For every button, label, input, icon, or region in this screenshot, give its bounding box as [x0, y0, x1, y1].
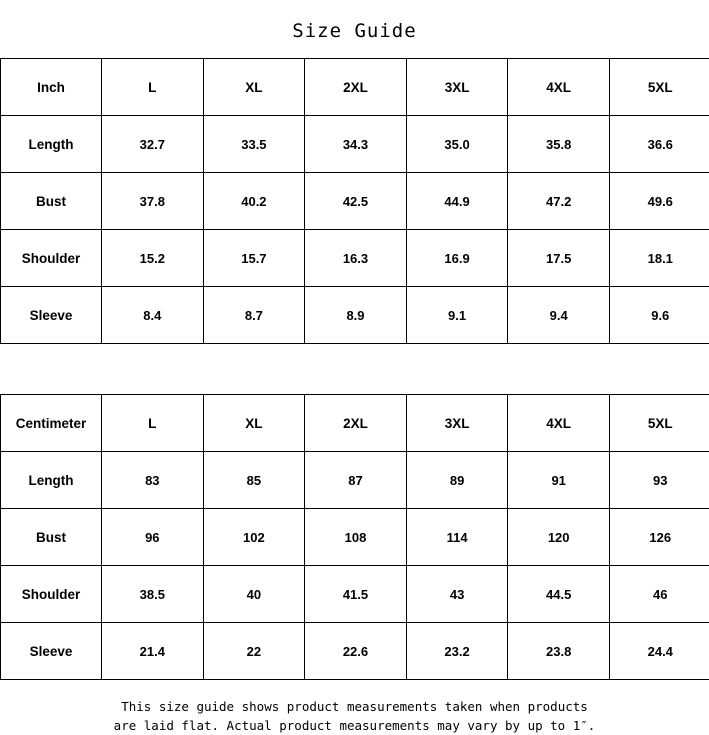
table-row: [1, 173, 709, 230]
cell-value: 40: [203, 566, 305, 623]
table-row: [1, 566, 709, 623]
table-row: [1, 116, 709, 173]
row-label-sleeve: Sleeve: [1, 287, 102, 344]
cell-value: 93: [609, 452, 709, 509]
cell-value: 126: [609, 509, 709, 566]
cell-value: 120: [508, 509, 610, 566]
size-header-3xl: 3XL: [406, 59, 508, 116]
row-label-sleeve: Sleeve: [1, 623, 102, 680]
size-header-2xl: 2XL: [305, 59, 407, 116]
size-header-xl: XL: [203, 59, 305, 116]
size-header-4xl: 4XL: [508, 59, 610, 116]
unit-header-centimeter: Centimeter: [1, 395, 102, 452]
cell-value: 18.1: [609, 230, 709, 287]
cell-value: 102: [203, 509, 305, 566]
table-header-row: [1, 395, 709, 452]
cell-value: 91: [508, 452, 610, 509]
cell-value: 114: [406, 509, 508, 566]
cell-value: 43: [406, 566, 508, 623]
cell-value: 8.9: [305, 287, 407, 344]
cell-value: 24.4: [609, 623, 709, 680]
unit-header-inch: Inch: [1, 59, 102, 116]
cell-value: 8.7: [203, 287, 305, 344]
row-label-length: Length: [1, 116, 102, 173]
cell-value: 8.4: [102, 287, 204, 344]
size-header-3xl: 3XL: [406, 395, 508, 452]
size-table-centimeter: [0, 394, 709, 680]
cell-value: 15.2: [102, 230, 204, 287]
cell-value: 89: [406, 452, 508, 509]
cell-value: 47.2: [508, 173, 610, 230]
size-header-l: L: [102, 395, 204, 452]
cell-value: 44.5: [508, 566, 610, 623]
row-label-length: Length: [1, 452, 102, 509]
cell-value: 38.5: [102, 566, 204, 623]
size-header-xl: XL: [203, 395, 305, 452]
table-row: [1, 287, 709, 344]
table-row: [1, 452, 709, 509]
cell-value: 35.8: [508, 116, 610, 173]
size-header-5xl: 5XL: [609, 395, 709, 452]
table-row: [1, 509, 709, 566]
footnote-line-1: This size guide shows product measurements taken when products: [14, 697, 695, 716]
table-row: [1, 623, 709, 680]
size-table-inch: [0, 58, 709, 344]
cell-value: 34.3: [305, 116, 407, 173]
cell-value: 83: [102, 452, 204, 509]
cell-value: 46: [609, 566, 709, 623]
footnote-line-2: are laid flat. Actual product measurements may vary by up to 1″.: [14, 716, 695, 735]
cell-value: 44.9: [406, 173, 508, 230]
cell-value: 9.6: [609, 287, 709, 344]
cell-value: 96: [102, 509, 204, 566]
cell-value: 21.4: [102, 623, 204, 680]
table-row: [1, 230, 709, 287]
cell-value: 22: [203, 623, 305, 680]
cell-value: 33.5: [203, 116, 305, 173]
cell-value: 23.2: [406, 623, 508, 680]
cell-value: 23.8: [508, 623, 610, 680]
cell-value: 108: [305, 509, 407, 566]
cell-value: 41.5: [305, 566, 407, 623]
cell-value: 40.2: [203, 173, 305, 230]
row-label-bust: Bust: [1, 173, 102, 230]
size-header-2xl: 2XL: [305, 395, 407, 452]
cell-value: 37.8: [102, 173, 204, 230]
size-header-4xl: 4XL: [508, 395, 610, 452]
cell-value: 87: [305, 452, 407, 509]
cell-value: 49.6: [609, 173, 709, 230]
cell-value: 42.5: [305, 173, 407, 230]
cell-value: 85: [203, 452, 305, 509]
row-label-shoulder: Shoulder: [1, 566, 102, 623]
size-header-l: L: [102, 59, 204, 116]
cell-value: 15.7: [203, 230, 305, 287]
cell-value: 9.4: [508, 287, 610, 344]
size-header-5xl: 5XL: [609, 59, 709, 116]
cell-value: 35.0: [406, 116, 508, 173]
table-separator: [0, 344, 709, 394]
cell-value: 9.1: [406, 287, 508, 344]
row-label-bust: Bust: [1, 509, 102, 566]
row-label-shoulder: Shoulder: [1, 230, 102, 287]
page-title: Size Guide: [0, 0, 709, 58]
cell-value: 16.3: [305, 230, 407, 287]
table-header-row: [1, 59, 709, 116]
cell-value: 36.6: [609, 116, 709, 173]
cell-value: 16.9: [406, 230, 508, 287]
footnote: [0, 680, 709, 735]
cell-value: 22.6: [305, 623, 407, 680]
cell-value: 17.5: [508, 230, 610, 287]
cell-value: 32.7: [102, 116, 204, 173]
